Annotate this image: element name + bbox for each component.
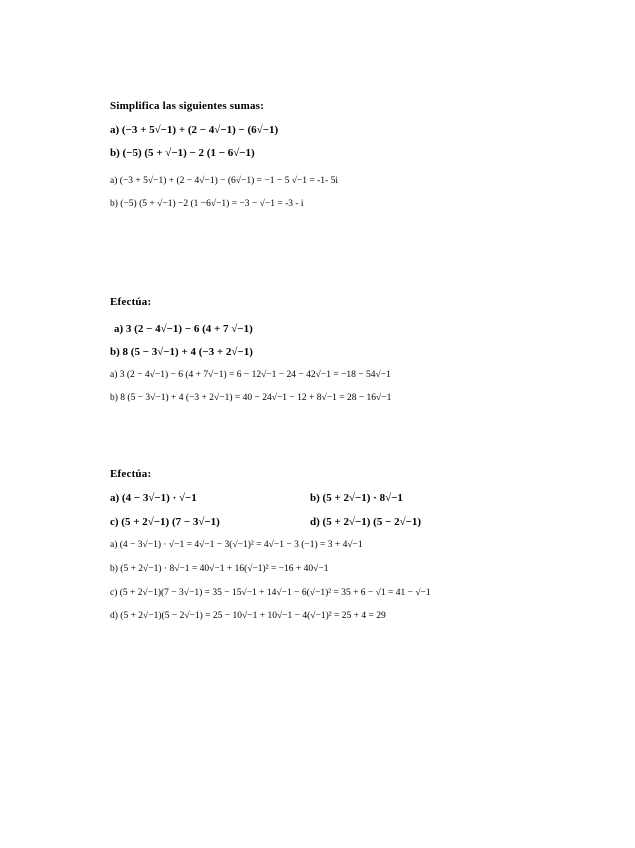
section2-heading: Efectúa: — [110, 296, 152, 308]
section3-solution-b: b) (5 + 2√−1) · 8√−1 = 40√−1 + 16(√−1)² = −16 + 40√−1 — [110, 564, 329, 574]
section2-solution-a: a) 3 (2 − 4√−1) − 6 (4 + 7√−1) = 6 − 12√−1 − 24 − 42√−1 = −18 − 54√−1 — [110, 370, 391, 380]
section1-problem-a: a) (−3 + 5√−1) + (2 − 4√−1) − (6√−1) — [110, 124, 279, 136]
section2-solution-b: b) 8 (5 − 3√−1) + 4 (−3 + 2√−1) = 40 − 24√−1 − 12 + 8√−1 = 28 − 16√−1 — [110, 393, 392, 403]
section3-solution-d: d) (5 + 2√−1)(5 − 2√−1) = 25 − 10√−1 + 10√−1 − 4(√−1)² = 25 + 4 = 29 — [110, 611, 386, 621]
section3-heading: Efectúa: — [110, 468, 152, 480]
section2-problem-b: b) 8 (5 − 3√−1) + 4 (−3 + 2√−1) — [110, 346, 253, 358]
section3-solution-a: a) (4 − 3√−1) · √−1 = 4√−1 − 3(√−1)² = 4√−1 − 3 (−1) = 3 + 4√−1 — [110, 540, 363, 550]
section3-problem-d: d) (5 + 2√−1) (5 − 2√−1) — [310, 516, 422, 528]
section1-heading: Simplifica las siguientes sumas: — [110, 100, 264, 112]
section1-problem-b: b) (−5) (5 + √−1) − 2 (1 − 6√−1) — [110, 147, 255, 159]
section3-problem-b: b) (5 + 2√−1) · 8√−1 — [310, 492, 403, 504]
section1-solution-a: a) (−3 + 5√−1) + (2 − 4√−1) − (6√−1) = −1 − 5 √−1 = -1- 5i — [110, 176, 338, 186]
section3-solution-c: c) (5 + 2√−1)(7 − 3√−1) = 35 − 15√−1 + 14√−1 − 6(√−1)² = 35 + 6 − √1 = 41 − √−1 — [110, 588, 431, 598]
section3-problem-a: a) (4 − 3√−1) · √−1 — [110, 492, 197, 504]
section1-solution-b: b) (−5) (5 + √−1) −2 (1 −6√−1) = −3 − √−1 = -3 - i — [110, 199, 304, 209]
section3-problem-c: c) (5 + 2√−1) (7 − 3√−1) — [110, 516, 220, 528]
section2-problem-a: a) 3 (2 − 4√−1) − 6 (4 + 7 √−1) — [114, 323, 253, 335]
